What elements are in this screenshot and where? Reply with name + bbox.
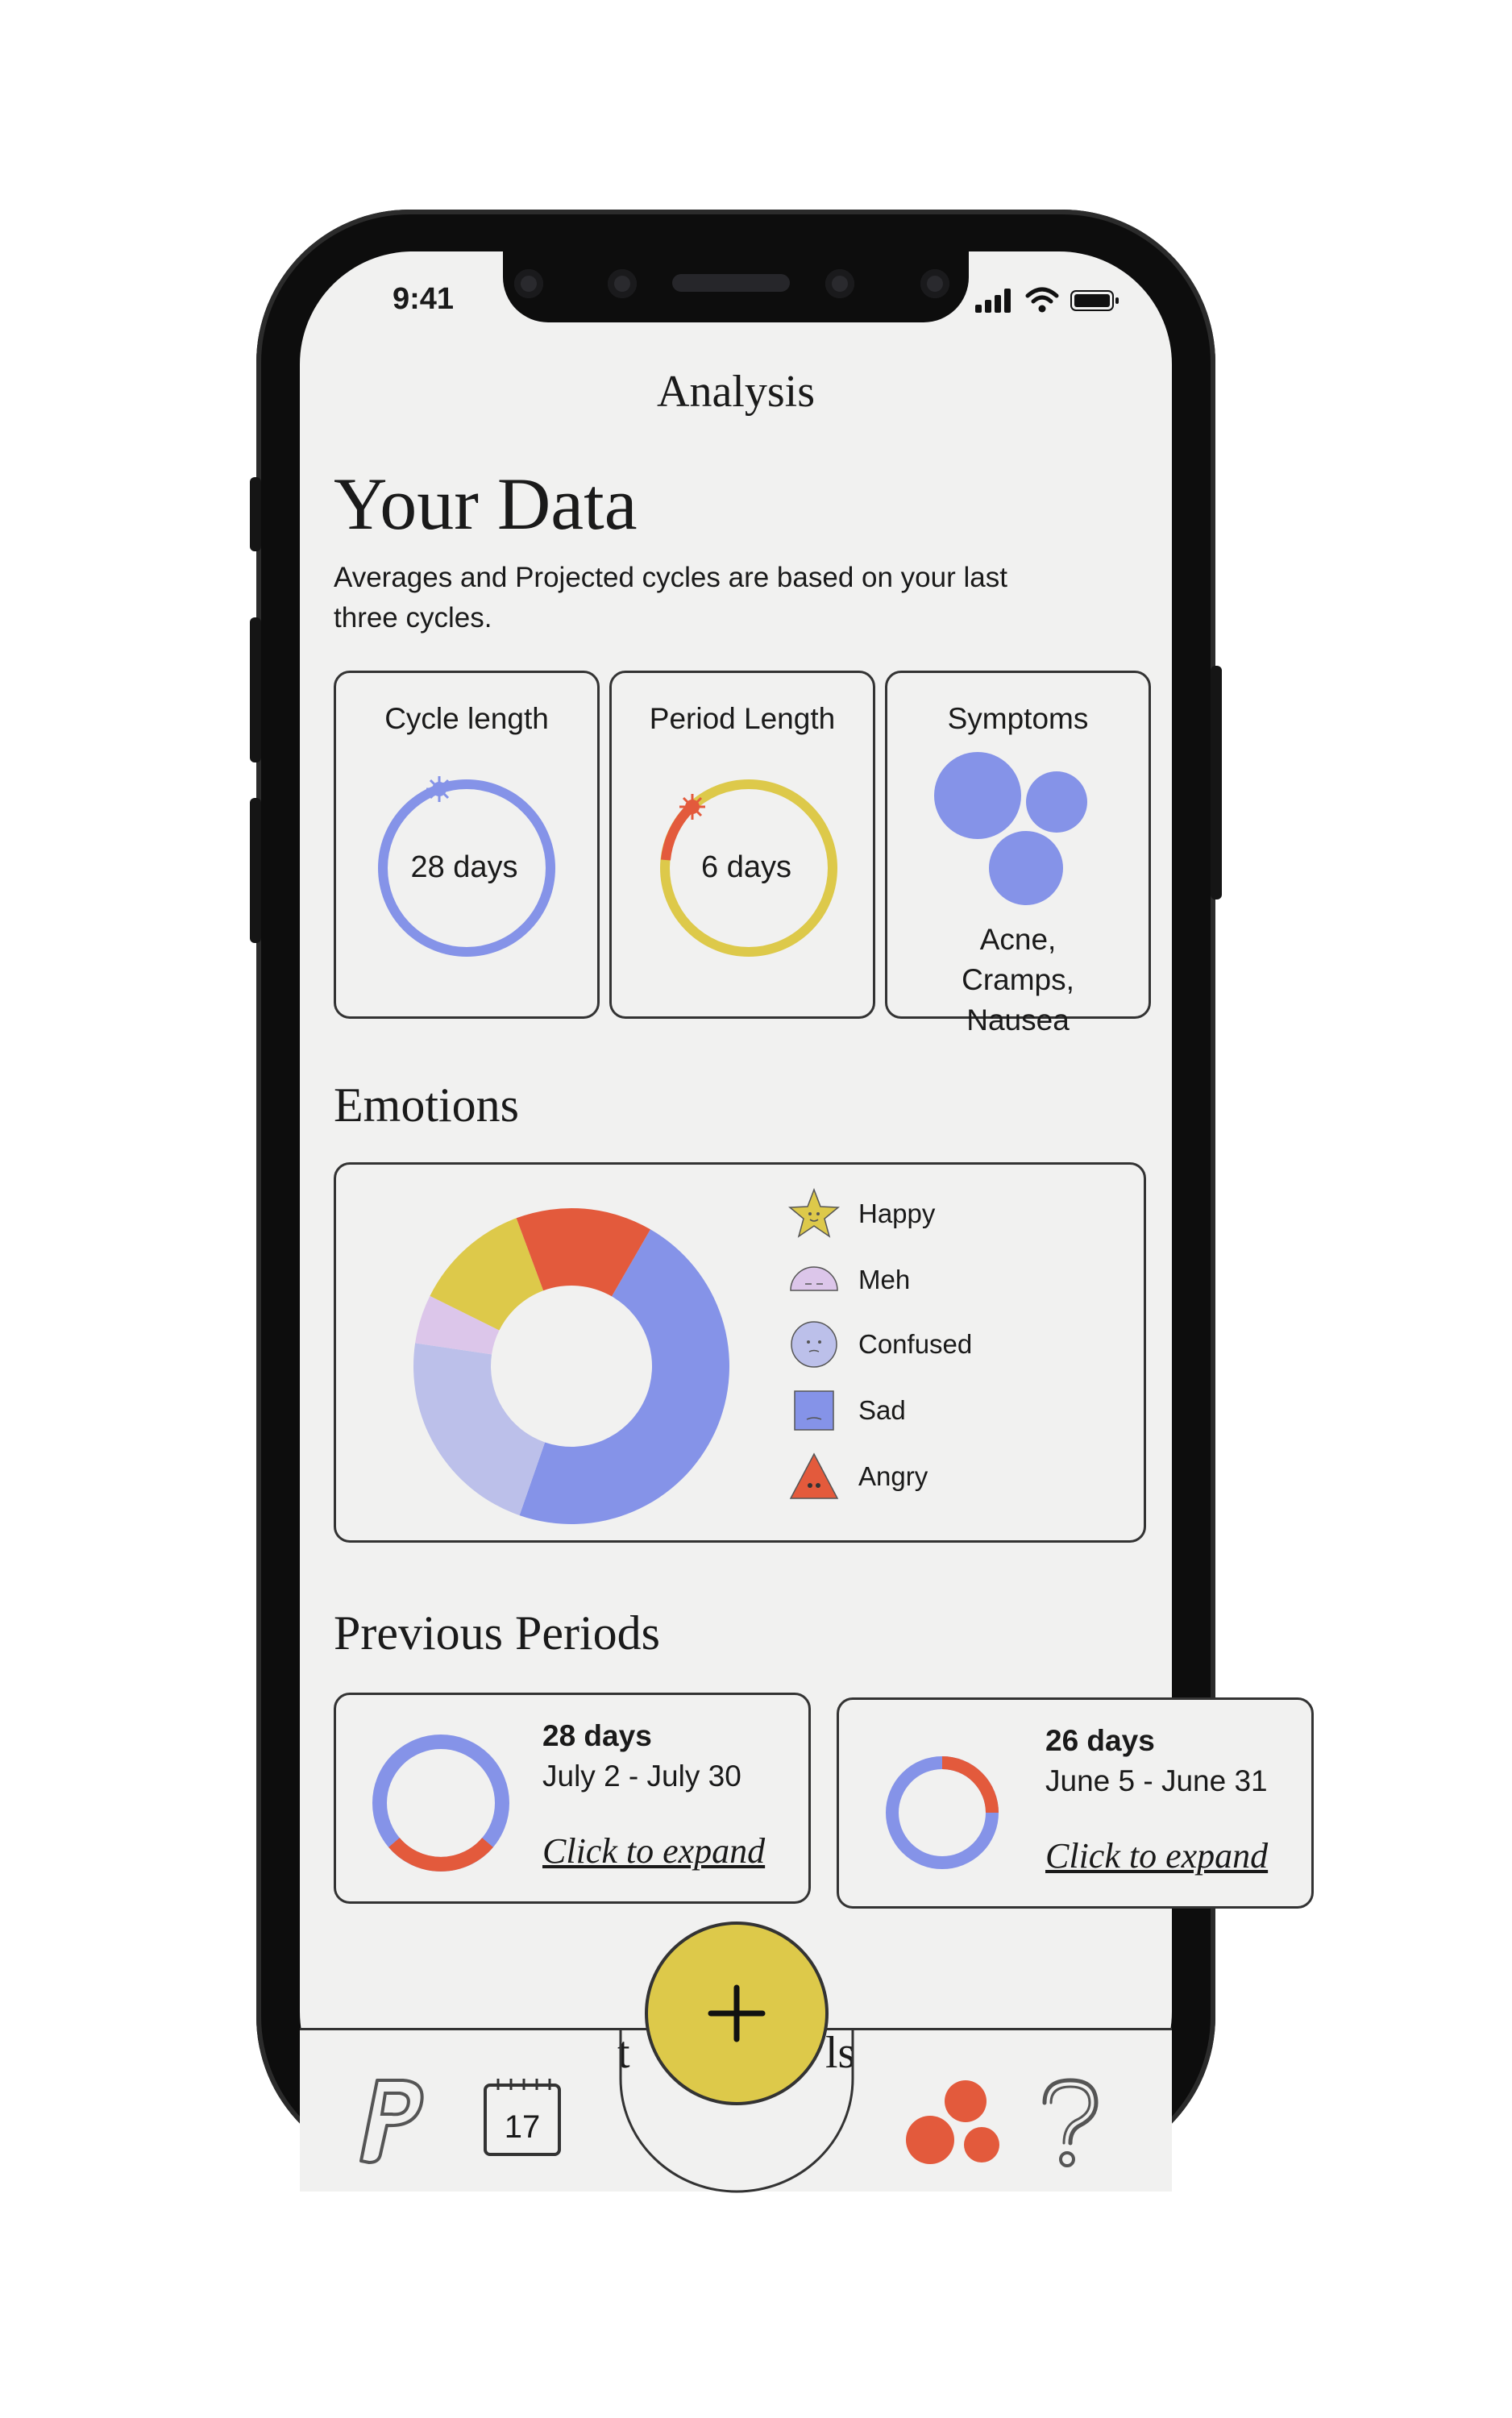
notch	[503, 251, 969, 322]
signal-icon	[975, 289, 1014, 313]
volume-up-button	[250, 617, 261, 762]
previous-period-days: 28 days	[542, 1719, 652, 1752]
legend-label-happy: Happy	[858, 1199, 936, 1228]
legend-label-meh: Meh	[858, 1265, 911, 1294]
previous-period-card[interactable]	[334, 1693, 811, 1904]
tabbar-hidden-text: t	[617, 2028, 630, 2078]
add-entry-button[interactable]	[645, 1922, 829, 2105]
front-camera	[920, 269, 949, 298]
cycle-length-card[interactable]	[334, 671, 600, 1019]
power-button	[1211, 666, 1222, 899]
mute-switch	[250, 477, 261, 551]
legend-item-meh	[787, 1253, 910, 1307]
legend-item-happy	[787, 1187, 935, 1240]
volume-down-button	[250, 798, 261, 943]
donut-slice-confused	[413, 1343, 545, 1515]
previous-period-ring	[862, 1732, 1023, 1893]
emotions-card[interactable]	[334, 1162, 1146, 1543]
legend-label-angry: Angry	[858, 1461, 928, 1491]
logo-p-icon[interactable]	[347, 2071, 435, 2167]
previous-period-range: July 2 - July 30	[542, 1759, 741, 1793]
status-icons	[975, 287, 1120, 313]
cycle-marker	[426, 776, 452, 802]
plus-icon	[704, 1981, 769, 2046]
calendar-tab[interactable]	[484, 2080, 561, 2158]
expand-link[interactable]: Click to expand	[542, 1831, 766, 1871]
status-time: 9:41	[393, 282, 455, 316]
half-circle-icon	[787, 1253, 841, 1307]
period-length-card[interactable]	[609, 671, 875, 1019]
period-length-value: 6 days	[701, 850, 791, 884]
your-data-description: Averages and Projected cycles are based on your last three cycles.	[334, 562, 1007, 634]
cycle-length-value: 28 days	[410, 850, 518, 884]
bubbles-tab-icon[interactable]	[903, 2074, 1007, 2171]
cycle-length-title: Cycle length	[384, 702, 549, 735]
previous-period-ring	[360, 1722, 521, 1884]
symptoms-title: Symptoms	[947, 702, 1089, 735]
circle-face-icon	[787, 1318, 841, 1371]
previous-periods-heading: Previous Periods	[334, 1606, 660, 1660]
symptoms-bubbles-icon	[887, 750, 1153, 912]
legend-label-sad: Sad	[858, 1395, 906, 1425]
wifi-icon	[1025, 287, 1059, 313]
symptoms-value: Acne, Cramps, Nausea	[962, 923, 1074, 1037]
triangle-icon	[787, 1450, 841, 1503]
calendar-day: 17	[504, 2109, 541, 2145]
legend-item-angry	[787, 1450, 928, 1503]
legend-item-sad	[787, 1384, 906, 1437]
legend-label-confused: Confused	[858, 1329, 973, 1359]
expand-link[interactable]: Click to expand	[1045, 1836, 1269, 1876]
emotions-donut-chart	[386, 1181, 757, 1552]
tabbar-hidden-text: ls	[825, 2028, 856, 2078]
previous-period-card[interactable]	[837, 1697, 1314, 1909]
sensor-dot	[514, 269, 543, 298]
sensor-dot	[825, 269, 854, 298]
app-screen	[300, 251, 1269, 2145]
symptoms-card[interactable]	[885, 671, 1151, 1037]
page-title: Analysis	[657, 367, 815, 417]
battery-icon	[1070, 289, 1120, 313]
your-data-heading: Your Data	[334, 463, 638, 545]
square-icon	[787, 1384, 841, 1437]
previous-period-range: June 5 - June 31	[1045, 1764, 1268, 1797]
star-icon	[787, 1187, 841, 1240]
period-length-title: Period Length	[649, 702, 836, 735]
sensor-dot	[608, 269, 637, 298]
help-icon[interactable]	[1033, 2075, 1106, 2172]
legend-item-confused	[787, 1318, 972, 1371]
previous-period-days: 26 days	[1045, 1724, 1155, 1757]
emotions-heading: Emotions	[334, 1078, 520, 1132]
earpiece-speaker	[672, 274, 790, 292]
